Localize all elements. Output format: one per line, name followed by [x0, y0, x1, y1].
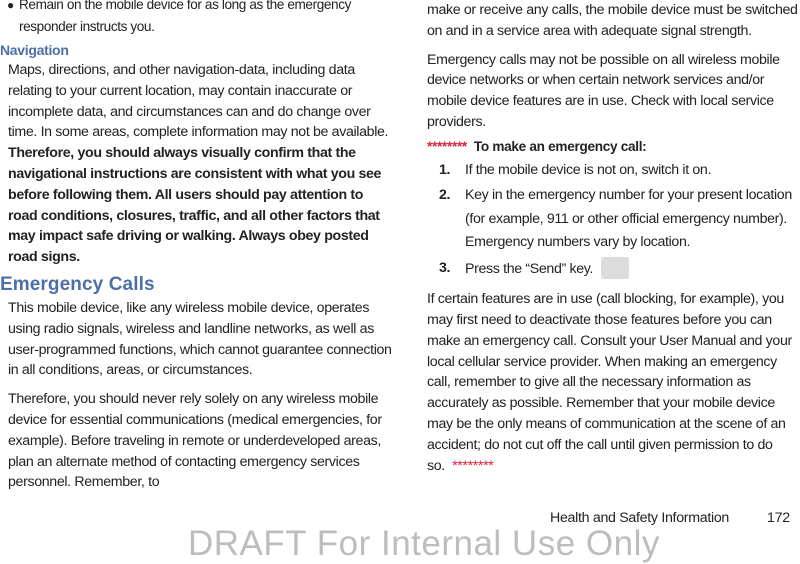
procedure-title: To make an emergency call:	[473, 138, 647, 154]
navigation-text: Maps, directions, and other navigation-data, including data relating to your current location, may contain inaccurate or incomplete data, and circumstances can and do change over time. In some areas, complete information may not be available.	[8, 62, 389, 141]
right-paragraph-1: make or receive any calls, the mobile device must be switched on and in a service area with adequate signal strength.	[427, 2, 798, 39]
emergency-paragraph-1: This mobile device, like any wireless mobile device, operates using radio signals, wireless and landline networks, as well as user-programmed functions, which cannot guarantee connection in all conditions, areas, or circumstances.	[8, 299, 392, 379]
right-paragraph-3	[427, 289, 800, 476]
bullet-icon: ●	[7, 0, 14, 12]
navigation-warning: Therefore, you should always visually confirm that the navigational instructions are consistent with what you see before following them. All users should pay attention to road conditions, closures, traffic, and all other factors that may impact safe driving or walking. Always obey posted road signs.	[8, 145, 382, 266]
step-text: Press the “Send” key.	[465, 260, 594, 277]
navigation-paragraph	[0, 60, 392, 268]
send-key-icon	[601, 257, 629, 279]
page-number: 172	[767, 510, 790, 526]
bullet-text: Remain on the mobile device for as long as the emergency responder instructs you.	[19, 0, 351, 34]
draft-watermark: DRAFT For Internal Use Only	[188, 524, 660, 563]
step-item	[427, 257, 800, 282]
bullet-item	[0, 0, 392, 38]
right-column	[427, 0, 800, 476]
step-text: Key in the emergency number for your present location (for example, 911 or other official emergency number). Emergency numbers vary by location.	[465, 187, 792, 251]
end-marker-asterisks: ********	[452, 457, 494, 474]
step-item	[427, 184, 800, 255]
step-item	[427, 159, 800, 183]
procedure-heading	[427, 137, 800, 157]
step-number: 2.	[439, 187, 451, 204]
step-number: 1.	[439, 161, 451, 178]
step-text: If the mobile device is not on, switch it on.	[465, 161, 712, 178]
right-paragraph-3-text: If certain features are in use (call blocking, for example), you may first need to deactivate those features before you can make an emergency call. Consult your User Manual and your local cellular service provider. When making an emergency call, remember to give all the necessary information as accurately as possible. Remember that your mobile device may be the only means of communication at the scene of an accident; do not cut off the call until given permission to do so.	[427, 291, 792, 474]
emergency-calls-heading: Emergency Calls	[0, 273, 155, 295]
left-column	[0, 0, 392, 493]
right-paragraph-2: Emergency calls may not be possible on all wireless mobile device networks or when certain network services and/or mobile device features are in use. Check with local service providers.	[427, 51, 780, 130]
emergency-paragraph-2: Therefore, you should never rely solely on any wireless mobile device for essential communications (medical emergencies, for example). Before traveling in remote or underdeveloped areas, plan an alternate method of contacting emergency services personnel. Remember, to	[8, 391, 382, 491]
navigation-heading: Navigation	[0, 42, 69, 58]
step-number: 3.	[439, 259, 451, 276]
footer-section-title: Health and Safety Information	[550, 510, 730, 526]
marker-asterisks: ********	[427, 138, 467, 154]
